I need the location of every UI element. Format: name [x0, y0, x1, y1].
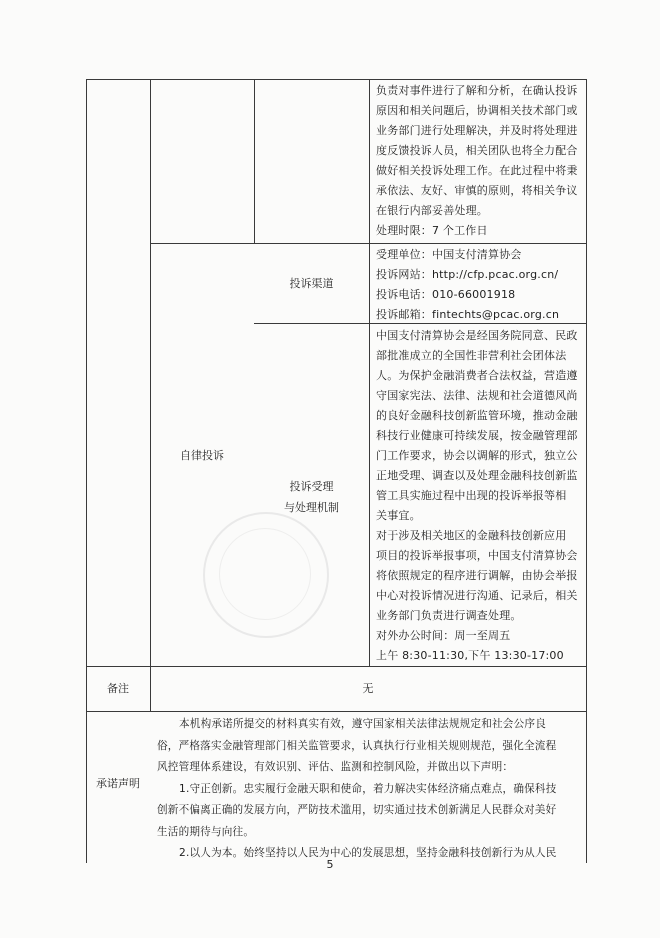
remarks-label: 备注: [107, 682, 129, 695]
mechanism-line: 上午 8:30-11:30,下午 13:30-17:00: [376, 649, 564, 662]
mechanism-line: 对于涉及相关地区的金融科技创新应用: [376, 529, 567, 542]
row-divider-remarks: [86, 666, 587, 667]
handling-line: 承依法、友好、审慎的原则，将相关争议: [376, 184, 578, 197]
column-divider-1: [150, 79, 151, 711]
commitment-line: 本机构承诺所提交的材料真实有效，遵守国家相关法律法规规定和社会公序良: [179, 718, 546, 730]
handling-line: 原因和相关问题后，协调相关技术部门或: [376, 104, 578, 117]
mechanism-line: 的良好金融科技创新监管环境，推动金融: [376, 409, 578, 422]
mechanism-line: 业务部门负责进行调查处理。: [376, 609, 522, 622]
mechanism-line: 部批准成立的全国性非营利社会团体法: [376, 349, 567, 362]
mechanism-line: 管工具实施过程中出现的投诉举报等相: [376, 489, 567, 502]
channel-line: 投诉网站：http://cfp.pcac.org.cn/: [376, 268, 559, 281]
table-border-left: [86, 79, 87, 863]
complaint-channel-label: 投诉渠道: [289, 277, 334, 290]
commitment-line: 1.守正创新。忠实履行金融天职和使命，着力解决实体经济痛点难点，确保科技: [179, 782, 557, 795]
mechanism-line: 项目的投诉举报事项，中国支付清算协会: [376, 549, 578, 562]
complaint-channel-details: [376, 245, 586, 325]
mechanism-line: 关事宜。: [376, 509, 421, 522]
mechanism-line: 将依照规定的程序进行调解，由协会举报: [376, 569, 578, 582]
mechanism-line: 正地受理、调查以及处理金融科技创新监: [376, 469, 578, 482]
mechanism-label-line1: 投诉受理: [289, 480, 334, 493]
seal-watermark: [203, 512, 329, 638]
handling-line: 负责对事件进行了解和分析，在确认投诉: [376, 84, 578, 97]
channel-line: 投诉电话：010-66001918: [376, 288, 516, 301]
commitment-line: 2.以人为本。始终坚持以人民为中心的发展思想，坚持金融科技创新行为从人民: [179, 847, 557, 859]
handling-time-limit: 处理时限：7 个工作日: [376, 224, 488, 237]
handling-line: 业务部门进行处理解决，并及时将处理进: [376, 124, 578, 137]
handling-description: [376, 81, 586, 241]
handling-line: 度反馈投诉人员，相关团队也将全力配合: [376, 144, 578, 157]
commitment-text: [157, 714, 583, 865]
mechanism-line: 门工作要求，协会以调解的形式，独立公: [376, 449, 578, 462]
mechanism-line: 中心对投诉情况进行沟通、记录后，相关: [376, 589, 578, 602]
mechanism-line: 对外办公时间：周一至周五: [376, 629, 511, 642]
table-border-top: [86, 79, 587, 80]
commitment-line: 创新不偏离正确的发展方向，严防技术滥用，切实通过技术创新满足人民群众对美好: [157, 804, 557, 816]
commitment-line: 生活的期待与向往。: [157, 825, 255, 838]
mechanism-line: 人。为保护金融消费者合法权益，营造遵: [376, 369, 578, 382]
commitment-label: 承诺声明: [96, 777, 140, 790]
mechanism-line: 中国支付清算协会是经国务院同意、民政: [376, 329, 578, 342]
channel-line: 受理单位：中国支付清算协会: [376, 248, 522, 261]
self-regulation-label: 自律投诉: [180, 449, 224, 462]
page-number: 5: [326, 858, 334, 871]
channel-line: 投诉邮箱：fintechts@pcac.org.cn: [376, 308, 560, 321]
row-divider-commitment: [86, 711, 587, 712]
mechanism-label: [254, 476, 369, 518]
handling-line: 在银行内部妥善处理。: [376, 204, 488, 217]
mechanism-line: 守国家宪法、法律、法规和社会道德风尚: [376, 389, 578, 402]
commitment-line: 风控管理体系建设，有效识别、评估、监测和控制风险，并做出以下声明：: [157, 761, 514, 773]
mechanism-line: 科技行业健康可持续发展，按金融管理部: [376, 429, 578, 442]
table-border-right: [586, 79, 587, 863]
column-divider-3: [369, 79, 370, 666]
commitment-line: 俗，严格落实金融管理部门相关监管要求，认真执行行业相关规则规范，强化全流程: [157, 739, 557, 752]
column-divider-2: [254, 79, 255, 244]
mechanism-details: [376, 326, 586, 666]
mechanism-label-line2: 与处理机制: [284, 501, 339, 514]
handling-line: 做好相关投诉处理工作。在此过程中将秉: [376, 164, 578, 177]
remarks-value: 无: [362, 682, 374, 695]
